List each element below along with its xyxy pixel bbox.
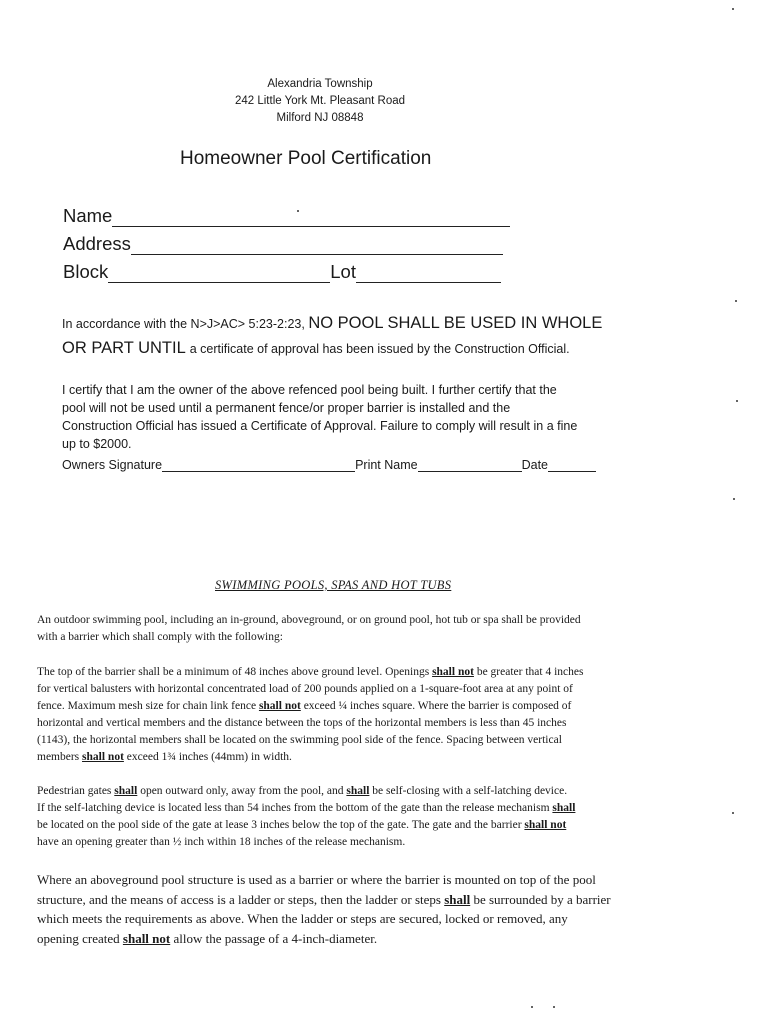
owner-signature-line[interactable]: [162, 459, 355, 472]
block-field-line[interactable]: [108, 264, 330, 283]
intro-paragraph: [37, 612, 677, 646]
lot-field-line[interactable]: [356, 264, 501, 283]
scan-speck: [531, 1006, 533, 1008]
statement-line2-big: OR PART UNTIL: [62, 339, 190, 357]
statement-line1-small: In accordance with the N>J>AC> 5:23-2:23,: [62, 317, 309, 331]
address-label: Address: [63, 233, 131, 254]
print-name-line[interactable]: [418, 459, 522, 472]
address-field-row: [63, 233, 503, 255]
aboveground-pool-paragraph: Where an aboveground pool structure is used as a barrier or where the barrier is mounted on top of the pool structure, and the means of access is a ladder or steps, then the ladder or steps shall be surrounded by a barrier which meets the requirements as above. When the ladder or steps are secured, locked or removed, any opening created shall not allow the passage of a 4-inch-diameter.: [37, 872, 611, 946]
section-title: SWIMMING POOLS, SPAS AND HOT TUBS: [215, 578, 452, 592]
block-label: Block: [63, 261, 109, 282]
name-label: Name: [63, 205, 113, 226]
signature-row: [62, 458, 596, 472]
intro-line1: An outdoor swimming pool, including an in-ground, aboveground, or on ground pool, hot tub or spa shall be provided: [37, 614, 581, 626]
org-name: Alexandria Township: [267, 78, 373, 90]
pedestrian-gates-paragraph: Pedestrian gates shall open outward only, away from the pool, and shall be self-closing with a self-latching device. If the self-latching device is located less than 54 inches from the bottom of the gate than the release mechanism shall be located on the pool side of the gate at lease 3 inches below the top of the gate. The gate and the barrier shall not have an opening greater than ½ inch within 18 inches of the release mechanism.: [37, 785, 576, 848]
org-address-line1: 242 Little York Mt. Pleasant Road: [234, 95, 406, 107]
certify-line4: up to $2000.: [62, 437, 132, 451]
scan-speck: [732, 8, 734, 10]
owner-signature-label: Owners Signature: [62, 458, 163, 472]
scan-speck: [297, 210, 299, 212]
barrier-height-paragraph: The top of the barrier shall be a minimum of 48 inches above ground level. Openings shall not be greater that 4 inches for vertical balusters with horizontal concentrated load of 200 pounds applied on a 1-square-foot area at any point of fence. Maximum mesh size for chain link fence shall not exceed ¼ inches square. Where the barrier is composed of horizontal and vertical members and the distance between the tops of the horizontal members is less than 45 inches (1143), the horizontal members shall be located on the swimming pool side of the fence. Spacing between vertical members shall not exceed 1¾ inches (44mm) in width.: [37, 666, 584, 763]
print-name-label: Print Name: [355, 458, 418, 472]
certify-line3: Construction Official has issued a Certificate of Approval. Failure to comply will result in a fine: [62, 419, 578, 433]
date-line[interactable]: [548, 459, 596, 472]
letterhead: [160, 76, 480, 127]
name-field-line[interactable]: [112, 208, 510, 227]
scan-speck: [732, 812, 734, 814]
statement-paragraph: [62, 314, 637, 358]
form-title: Homeowner Pool Certification: [180, 148, 432, 169]
intro-line2: with a barrier which shall comply with the following:: [37, 631, 283, 643]
org-address-line2: Milford NJ 08848: [276, 112, 364, 124]
scan-speck: [736, 400, 738, 402]
scan-speck: [553, 1006, 555, 1008]
address-field-line[interactable]: [131, 236, 503, 255]
scan-speck: [733, 498, 735, 500]
statement-line2-small: a certificate of approval has been issued by the Construction Official.: [189, 342, 570, 356]
lot-label: Lot: [330, 261, 356, 282]
name-field-row: [63, 205, 510, 227]
scan-speck: [735, 300, 737, 302]
statement-line1-big: NO POOL SHALL BE USED IN WHOLE: [308, 314, 603, 332]
certify-line1: I certify that I am the owner of the above refenced pool being built. I further certify that the: [62, 383, 557, 397]
certify-paragraph: [62, 381, 637, 453]
block-lot-field-row: [63, 261, 501, 283]
date-label: Date: [521, 458, 548, 472]
certify-line2: pool will not be used until a permanent fence/or proper barrier is installed and the: [62, 401, 511, 415]
